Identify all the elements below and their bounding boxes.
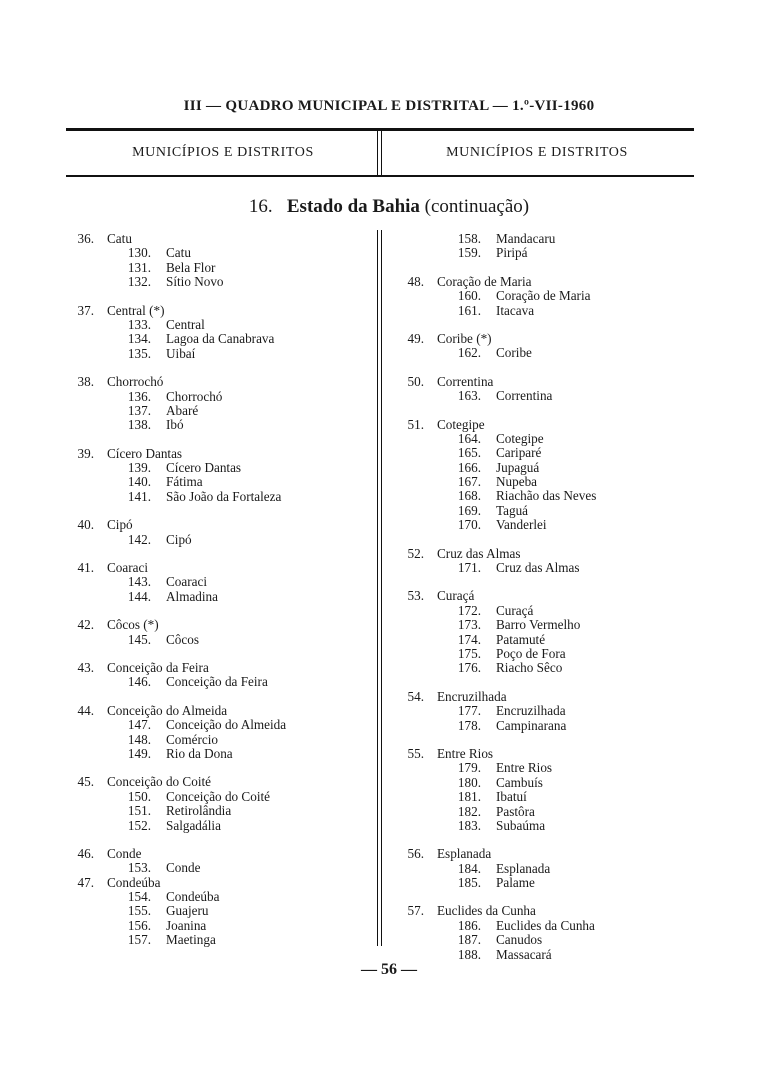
district-number: 140.: [127, 474, 151, 490]
district-row: [66, 904, 366, 918]
municipality-row: [396, 747, 696, 761]
district-row: [396, 461, 696, 475]
district-row: [396, 304, 696, 318]
district-row: [396, 819, 696, 833]
municipality-block: [396, 690, 696, 733]
district-name: Pastôra: [496, 803, 535, 819]
district-row: [66, 490, 366, 504]
district-name: Côcos: [166, 631, 199, 647]
district-number: 182.: [457, 803, 481, 819]
district-row: [66, 261, 366, 275]
district-number: 177.: [457, 703, 481, 719]
district-number: 163.: [457, 388, 481, 404]
municipality-row: [66, 375, 366, 389]
district-row: [396, 761, 696, 775]
district-row: [66, 861, 366, 875]
district-name: Entre Rios: [496, 760, 553, 776]
district-name: Coribe: [496, 345, 532, 361]
municipality-block: [396, 847, 696, 890]
municipality-row: [66, 661, 366, 675]
district-number: 139.: [127, 460, 151, 476]
municipality-name: Chorrochó: [107, 374, 164, 390]
district-row: [396, 933, 696, 947]
district-name: Coração de Maria: [496, 288, 591, 304]
district-name: Conde: [166, 860, 201, 876]
municipality-number: 41.: [77, 560, 94, 576]
district-name: São João da Fortaleza: [166, 488, 282, 504]
municipality-block: [66, 232, 366, 290]
district-number: 185.: [457, 875, 481, 891]
district-number: 176.: [457, 660, 481, 676]
municipality-name: Conceição da Feira: [107, 659, 209, 675]
district-number: 184.: [457, 860, 481, 876]
district-name: Joanina: [166, 917, 207, 933]
district-name: Campinarana: [496, 717, 567, 733]
municipality-number: 44.: [77, 702, 94, 718]
district-name: Canudos: [496, 932, 543, 948]
municipality-name: Correntina: [437, 373, 494, 389]
municipality-number: 48.: [407, 273, 424, 289]
municipality-name: Catu: [107, 231, 132, 246]
district-name: Fátima: [166, 474, 203, 490]
municipality-name: Cotegipe: [437, 416, 485, 432]
district-name: Riacho Sêco: [496, 660, 563, 676]
district-name: Itacava: [496, 302, 535, 318]
district-name: Riachão das Neves: [496, 488, 597, 504]
district-number: 131.: [127, 259, 151, 275]
district-name: Sítio Novo: [166, 274, 224, 290]
district-name: Cícero Dantas: [166, 460, 242, 476]
district-name: Correntina: [496, 388, 553, 404]
district-row: [396, 232, 696, 246]
district-name: Coaraci: [166, 574, 208, 590]
municipality-row: [396, 275, 696, 289]
municipality-name: Coaraci: [107, 560, 149, 576]
municipality-block: [66, 775, 366, 833]
district-name: Abaré: [166, 402, 199, 418]
district-row: [396, 475, 696, 489]
district-name: Nupeba: [496, 474, 538, 490]
district-name: Piripá: [496, 245, 528, 261]
municipality-name: Condeúba: [107, 874, 161, 890]
municipality-row: [66, 847, 366, 861]
section-title: [0, 196, 778, 218]
district-number: 150.: [127, 788, 151, 804]
municipality-row: [66, 775, 366, 789]
municipality-block: [66, 618, 366, 647]
district-number: 180.: [457, 774, 481, 790]
district-number: 157.: [127, 932, 151, 948]
district-number: 156.: [127, 917, 151, 933]
district-number: 179.: [457, 760, 481, 776]
district-number: 133.: [127, 316, 151, 332]
district-row: [396, 518, 696, 532]
municipality-number: 50.: [407, 373, 424, 389]
municipality-row: [66, 618, 366, 632]
district-row: [66, 318, 366, 332]
district-number: 144.: [127, 588, 151, 604]
right-column: [396, 232, 696, 962]
district-name: Cipó: [166, 531, 192, 547]
district-row: [66, 733, 366, 747]
municipality-block: [396, 332, 696, 361]
district-number: 170.: [457, 517, 481, 533]
district-row: [66, 390, 366, 404]
municipality-name: Central (*): [107, 302, 165, 318]
district-row: [66, 575, 366, 589]
district-row: [396, 432, 696, 446]
municipality-row: [66, 704, 366, 718]
municipality-name: Coribe (*): [437, 330, 492, 346]
district-name: Guajeru: [166, 903, 209, 919]
municipality-block: [66, 561, 366, 604]
district-row: [66, 718, 366, 732]
district-name: Subaúma: [496, 817, 546, 833]
district-row: [396, 446, 696, 460]
municipality-row: [396, 589, 696, 603]
district-name: Catu: [166, 245, 191, 261]
municipality-number: 52.: [407, 545, 424, 561]
district-name: Comércio: [166, 731, 219, 747]
district-name: Lagoa da Canabrava: [166, 331, 275, 347]
district-name: Vanderlei: [496, 517, 547, 533]
municipality-row: [66, 518, 366, 532]
district-number: 151.: [127, 803, 151, 819]
municipality-block: [66, 518, 366, 547]
district-row: [396, 661, 696, 675]
district-number: 178.: [457, 717, 481, 733]
district-row: [396, 862, 696, 876]
district-row: [396, 346, 696, 360]
district-row: [66, 633, 366, 647]
district-name: Bela Flor: [166, 259, 216, 275]
district-row: [396, 633, 696, 647]
municipality-name: Cruz das Almas: [437, 545, 521, 561]
municipality-number: 42.: [77, 617, 94, 633]
district-row: [66, 790, 366, 804]
district-number: 138.: [127, 417, 151, 433]
district-name: Central: [166, 316, 205, 332]
district-row: [396, 389, 696, 403]
header-bottom-rule: [66, 175, 694, 177]
district-row: [396, 647, 696, 661]
district-number: 173.: [457, 617, 481, 633]
district-row: [396, 919, 696, 933]
district-name: Taguá: [496, 502, 529, 518]
district-number: 153.: [127, 860, 151, 876]
district-name: Condeúba: [166, 889, 220, 905]
municipality-block: [66, 304, 366, 362]
district-number: 143.: [127, 574, 151, 590]
district-number: 174.: [457, 631, 481, 647]
district-row: [66, 475, 366, 489]
district-row: [66, 819, 366, 833]
district-number: 135.: [127, 345, 151, 361]
municipality-number: 54.: [407, 688, 424, 704]
district-row: [66, 246, 366, 260]
section-suffix: (continuação): [424, 196, 530, 217]
municipality-name: Encruzilhada: [437, 688, 507, 704]
municipality-name: Esplanada: [437, 846, 492, 862]
district-name: Maetinga: [166, 932, 216, 948]
district-number: 155.: [127, 903, 151, 919]
district-number: 162.: [457, 345, 481, 361]
district-row: [396, 246, 696, 260]
district-name: Cariparé: [496, 445, 542, 461]
district-number: 186.: [457, 917, 481, 933]
section-state-name: Estado da Bahia: [286, 196, 420, 217]
district-number: 168.: [457, 488, 481, 504]
municipality-row: [66, 304, 366, 318]
municipality-block: [396, 904, 696, 962]
municipality-block: [66, 704, 366, 762]
municipality-row: [396, 547, 696, 561]
district-name: Patamuté: [496, 631, 546, 647]
district-number: 148.: [127, 731, 151, 747]
municipality-row: [396, 418, 696, 432]
district-name: Salgadália: [166, 817, 221, 833]
district-number: 136.: [127, 388, 151, 404]
district-number: 187.: [457, 932, 481, 948]
district-number: 134.: [127, 331, 151, 347]
municipality-number: 43.: [77, 659, 94, 675]
municipality-name: Conceição do Almeida: [107, 702, 228, 718]
municipality-number: 55.: [407, 745, 424, 761]
district-name: Curaçá: [496, 602, 534, 618]
municipality-name: Cícero Dantas: [107, 445, 183, 461]
municipality-name: Curaçá: [437, 588, 475, 604]
municipality-row: [66, 876, 366, 890]
municipality-block: [396, 747, 696, 833]
column-heading-right: MUNICÍPIOS E DISTRITOS: [446, 145, 628, 160]
municipality-row: [396, 904, 696, 918]
district-name: Cambuís: [496, 774, 543, 790]
municipality-number: 45.: [77, 774, 94, 790]
district-row: [396, 489, 696, 503]
district-number: 172.: [457, 602, 481, 618]
district-name: Palame: [496, 875, 535, 891]
body-column-divider: [377, 230, 382, 946]
district-row: [66, 933, 366, 947]
district-row: [396, 618, 696, 632]
municipality-number: 39.: [77, 445, 94, 461]
district-name: Jupaguá: [496, 459, 540, 475]
municipality-name: Côcos (*): [107, 617, 159, 633]
district-number: 132.: [127, 274, 151, 290]
district-number: 152.: [127, 817, 151, 833]
municipality-name: Coração de Maria: [437, 273, 532, 289]
left-column: [66, 232, 366, 948]
district-number: 149.: [127, 745, 151, 761]
district-row: [396, 289, 696, 303]
municipality-number: 49.: [407, 330, 424, 346]
district-number: 165.: [457, 445, 481, 461]
municipality-block: [66, 847, 366, 876]
district-number: 164.: [457, 430, 481, 446]
district-row: [66, 919, 366, 933]
district-name: Euclides da Cunha: [496, 917, 595, 933]
page-number: — 56 —: [361, 961, 417, 978]
municipality-row: [396, 375, 696, 389]
district-name: Rio da Dona: [166, 745, 233, 761]
district-name: Uibaí: [166, 345, 196, 361]
district-name: Ibatuí: [496, 789, 527, 805]
page-header-title: III — QUADRO MUNICIPAL E DISTRITAL — 1.º-VII-1960: [183, 98, 595, 114]
district-row: [66, 332, 366, 346]
district-row: [396, 704, 696, 718]
municipality-row: [396, 332, 696, 346]
municipality-number: 40.: [77, 517, 94, 533]
district-name: Almadina: [166, 588, 219, 604]
municipality-block: [396, 375, 696, 404]
municipality-block: [396, 275, 696, 318]
municipality-name: Conde: [107, 845, 142, 861]
municipality-row: [66, 561, 366, 575]
municipality-number: 37.: [77, 302, 94, 318]
district-name: Poço de Fora: [496, 645, 566, 661]
municipality-number: 51.: [407, 416, 424, 432]
district-row: [66, 461, 366, 475]
municipality-block: [396, 589, 696, 675]
municipality-row: [66, 232, 366, 246]
district-row: [66, 747, 366, 761]
municipality-number: 47.: [77, 874, 94, 890]
district-number: 146.: [127, 674, 151, 690]
municipality-name: Entre Rios: [437, 745, 494, 761]
district-row: [396, 504, 696, 518]
district-row: [396, 876, 696, 890]
district-row: [396, 805, 696, 819]
district-row: [396, 719, 696, 733]
district-name: Cotegipe: [496, 430, 544, 446]
municipality-block: [66, 447, 366, 505]
district-name: Chorrochó: [166, 388, 223, 404]
district-row: [66, 418, 366, 432]
district-number: 160.: [457, 288, 481, 304]
municipality-number: 57.: [407, 903, 424, 919]
district-number: 169.: [457, 502, 481, 518]
district-row: [66, 275, 366, 289]
district-number: 145.: [127, 631, 151, 647]
district-name: Conceição do Almeida: [166, 717, 287, 733]
district-row: [396, 776, 696, 790]
district-name: Conceição do Coité: [166, 788, 271, 804]
district-name: Cruz das Almas: [496, 560, 580, 576]
district-row: [396, 790, 696, 804]
municipality-number: 38.: [77, 374, 94, 390]
district-number: 166.: [457, 459, 481, 475]
municipality-number: 46.: [77, 845, 94, 861]
district-name: Mandacaru: [496, 231, 556, 246]
district-number: 183.: [457, 817, 481, 833]
district-number: 130.: [127, 245, 151, 261]
municipality-name: Conceição do Coité: [107, 774, 212, 790]
district-number: 161.: [457, 302, 481, 318]
municipality-row: [396, 690, 696, 704]
district-name: Ibó: [166, 417, 184, 433]
municipality-name: Euclides da Cunha: [437, 903, 536, 919]
district-number: 171.: [457, 560, 481, 576]
municipality-number: 56.: [407, 846, 424, 862]
district-name: Retirolândia: [166, 803, 232, 819]
district-number: 142.: [127, 531, 151, 547]
municipality-block: [66, 375, 366, 433]
district-name: Encruzilhada: [496, 703, 566, 719]
district-row: [396, 561, 696, 575]
municipality-number: 36.: [77, 231, 94, 246]
district-row: [66, 347, 366, 361]
district-number: 188.: [457, 946, 481, 962]
district-row: [396, 948, 696, 962]
district-row: [66, 675, 366, 689]
district-name: Esplanada: [496, 860, 551, 876]
district-row: [66, 890, 366, 904]
district-number: 167.: [457, 474, 481, 490]
municipality-row: [396, 847, 696, 861]
district-number: 147.: [127, 717, 151, 733]
municipality-block: [66, 661, 366, 690]
district-row: [66, 590, 366, 604]
district-row: [66, 404, 366, 418]
district-number: 159.: [457, 245, 481, 261]
district-row: [66, 804, 366, 818]
district-number: 175.: [457, 645, 481, 661]
municipality-block: [396, 418, 696, 533]
column-heading-left: MUNICÍPIOS E DISTRITOS: [132, 145, 314, 160]
municipality-block: [66, 876, 366, 948]
district-number: 137.: [127, 402, 151, 418]
municipality-name: Cipó: [107, 517, 133, 533]
district-number: 181.: [457, 789, 481, 805]
district-row: [396, 604, 696, 618]
district-name: Barro Vermelho: [496, 617, 581, 633]
district-number: 158.: [457, 231, 481, 246]
district-row: [66, 533, 366, 547]
municipality-block: [396, 547, 696, 576]
district-number: 154.: [127, 889, 151, 905]
municipality-row: [66, 447, 366, 461]
district-number: 141.: [127, 488, 151, 504]
district-name: Massacará: [496, 946, 552, 962]
section-number: 16.: [248, 196, 273, 217]
municipality-number: 53.: [407, 588, 424, 604]
municipality-block: [396, 232, 696, 261]
district-name: Conceição da Feira: [166, 674, 268, 690]
